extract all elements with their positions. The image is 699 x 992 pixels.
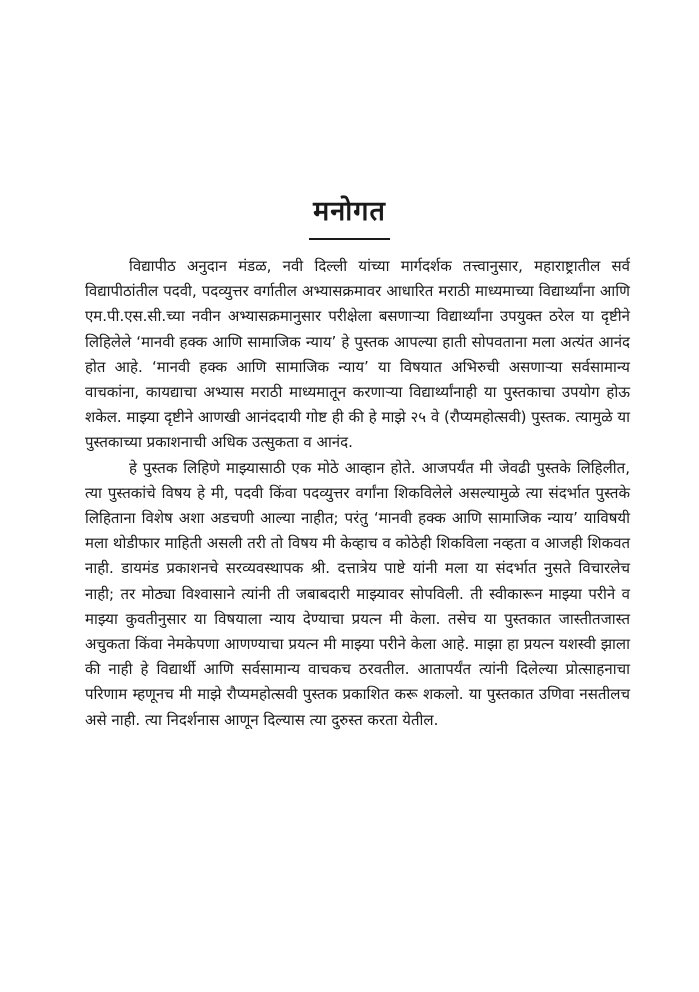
paragraph-2: हे पुस्तक लिहिणे माझ्यासाठी एक मोठे आव्हान होते. आजपर्यंत मी जेवढी पुस्तके लिहिलीत, त्या पुस्तकांचे विषय हे मी, पदवी किंवा पदव्युत्तर वर्गांना शिकविलेले असल्यामुळे त्या संदर्भात पुस्तके लिहिताना विशेष अशा अडचणी आल्या नाहीत; परंतु ‘मानवी हक्क आणि सामाजिक न्याय’ याविषयी मला थोडीफार माहिती असली तरी तो विषय मी केव्हाच व कोठेही शिकविला नव्हता व आजही शिकवत नाही. डायमंड प्रकाशनचे सरव्यवस्थापक श्री. दत्तात्रेय पाष्टे यांनी मला या संदर्भात नुसते विचारलेच नाही; तर मोठ्या विश्वासाने त्यांनी ती जबाबदारी माझ्यावर सोपविली. ती स्वीकारून माझ्या परीने व माझ्या कुवतीनुसार या विषयाला न्याय देण्याचा प्रयत्न मी केला. तसेच या पुस्तकात जास्तीतजास्त अचुकता किंवा नेमकेपणा आणण्याचा प्रयत्न मी माझ्या परीने केला आहे. माझा हा प्रयत्न यशस्वी झाला की नाही हे विद्यार्थी आणि सर्वसामान्य वाचकच ठरवतील. आतापर्यंत त्यांनी दिलेल्या प्रोत्साहनाचा परिणाम म्हणूनच मी माझे रौप्यमहोत्सवी पुस्तक प्रकाशित करू शकलो. या पुस्तकात उणिवा नसतीलच असे नाही. त्या निदर्शनास आणून दिल्यास त्या दुरुस्त करता येतील.: [85, 458, 630, 729]
paragraph-1: विद्यापीठ अनुदान मंडळ, नवी दिल्ली यांच्या मार्गदर्शक तत्त्वानुसार, महाराष्ट्रातील सर्व विद्यापीठांतील पदवी, पदव्युत्तर वर्गातील अभ्यासक्रमावर आधारित मराठी माध्यमाच्या विद्यार्थ्यांना आणि एम.पी.एस.सी.च्या नवीन अभ्यासक्रमानुसार परीक्षेला बसणाऱ्या विद्यार्थ्यांना उपयुक्त ठरेल या दृष्टीने लिहिलेले ‘मानवी हक्क आणि सामाजिक न्याय’ हे पुस्तक आपल्या हाती सोपवताना मला अत्यंत आनंद होत आहे. ‘मानवी हक्क आणि सामाजिक न्याय’ या विषयात अभिरुची असणाऱ्या सर्वसामान्य वाचकांना, कायद्याचा अभ्यास मराठी माध्यमातून करणाऱ्या विद्यार्थ्यांनाही या पुस्तकाचा उपयोग होऊ शकेल. माझ्या दृष्टीने आणखी आनंददायी गोष्ट ही की हे माझे २५ वे (रौप्यमहोत्सवी) पुस्तक. त्यामुळे या पुस्तकाच्या प्रकाशनाची अधिक उत्सुकता व आनंद.: [85, 257, 630, 452]
page-title: मनोगत: [309, 192, 390, 240]
body-text: [85, 254, 630, 733]
title-container: [0, 192, 699, 240]
